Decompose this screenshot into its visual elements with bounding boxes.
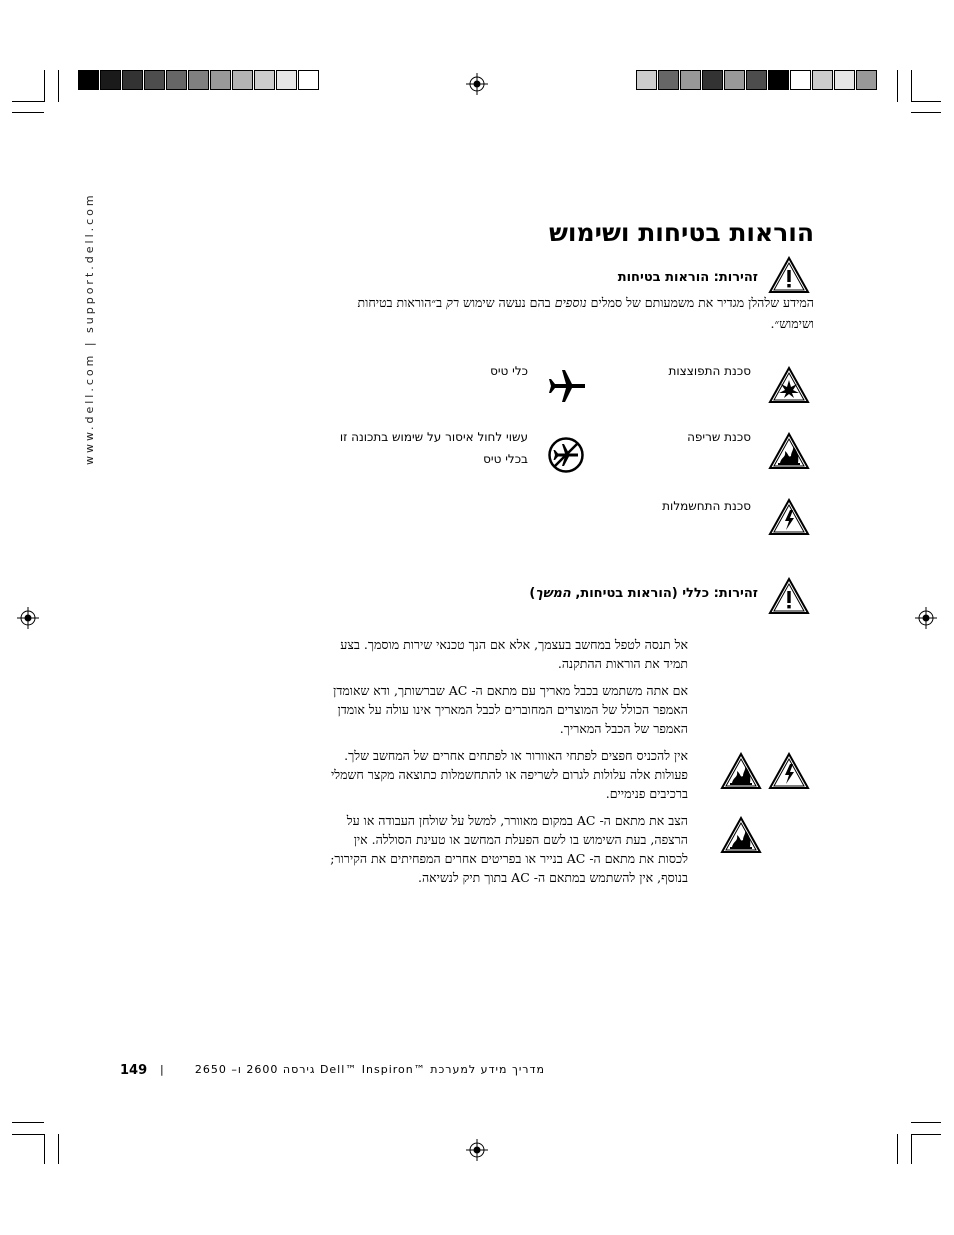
safety-paragraph: אין להכניס חפצים לפתחי האוורור או לפתחים אחרים של המחשב שלך. פעולות אלה עלולות לגרום לשריפה או להתחשמלות כתוצאה מקצר חשמלי ברכיבים פנימיים. (331, 748, 688, 801)
color-swatch (166, 70, 187, 90)
crop-mark (58, 1134, 59, 1164)
warning-body (324, 292, 814, 334)
footer-separator: | (160, 1063, 164, 1076)
warning-heading: זהירות: הוראות בטיחות (617, 270, 758, 285)
symbol-label: כלי טיס (490, 364, 528, 378)
body-emphasis: נוספים (554, 295, 587, 310)
crop-mark (897, 1134, 898, 1164)
color-swatch (746, 70, 767, 90)
side-website-text: www.dell.com | support.dell.com (83, 192, 96, 465)
crop-mark (911, 1122, 941, 1123)
crop-mark (911, 1134, 912, 1164)
crop-mark (911, 1134, 941, 1135)
color-swatch (702, 70, 723, 90)
caution-icon (768, 256, 810, 294)
page-number: 149 (120, 1063, 148, 1078)
crop-mark (911, 70, 912, 102)
color-swatch (254, 70, 275, 90)
safety-paragraph: הצב את מתאם ה- AC במקום מאוורר, למשל על שולחן העבודה או על הרצפה, בעת השימוש בו לשם הפעלת המחשב או טעינת הסוללה. אין לכסות את מתאם ה- AC בנייר או בפריטים אחרים המפחיתים את הקירור; בנוסף, אין להשתמש במתאם ה- AC בתוך תיק לנשיאה. (330, 813, 688, 885)
registration-mark-icon (915, 607, 937, 629)
crop-mark (44, 70, 45, 102)
footer-text: מדריך מידע למערכת ™Dell™ Inspiron גירסה 2600 ו– 2650 (194, 1063, 545, 1076)
color-swatch (100, 70, 121, 90)
explosion-hazard-icon (768, 366, 810, 404)
no-airplane-icon (547, 436, 585, 474)
color-swatch (232, 70, 253, 90)
crop-mark (12, 112, 44, 113)
body-text: המידע שלהלן מגדיר את משמעותם של סמלים (586, 295, 814, 310)
airplane-icon (549, 366, 585, 406)
registration-mark-icon (17, 607, 39, 629)
electric-shock-hazard-icon (768, 752, 810, 790)
safety-paragraph: אל תנסה לטפל במחשב בעצמך, אלא אם הנך טכנאי שירות מוסמך. בצע תמיד את הוראות ההתקנה. (340, 637, 688, 671)
fire-hazard-icon (720, 816, 762, 854)
page-title: הוראות בטיחות ושימוש (548, 218, 814, 247)
color-swatch (78, 70, 99, 90)
color-swatch (276, 70, 297, 90)
fire-hazard-icon (720, 752, 762, 790)
color-swatch (856, 70, 877, 90)
color-swatch (122, 70, 143, 90)
color-swatch (768, 70, 789, 90)
electric-shock-hazard-icon (768, 498, 810, 536)
heading-text: ) (529, 586, 536, 601)
body-text: בהם נעשה שימוש (459, 295, 555, 310)
color-swatch (812, 70, 833, 90)
crop-mark (44, 1134, 45, 1164)
color-swatch (298, 70, 319, 90)
color-swatch (210, 70, 231, 90)
safety-paragraph: אם אתה משתמש בכבל מאריך עם מתאם ה- AC שברשותך, ודא שאומדן האמפר הכולל של המוצרים המחוברים לכבל המאריך אינו עולה על אומדן האמפר של הכבל המאריך. (333, 683, 688, 736)
color-swatch (834, 70, 855, 90)
color-swatch (658, 70, 679, 90)
registration-mark-icon (466, 73, 488, 95)
crop-mark (897, 70, 898, 102)
symbol-label: סכנת שריפה (687, 430, 751, 444)
heading-emphasis: המשך (535, 586, 571, 601)
body-emphasis: רק (446, 295, 459, 310)
color-swatch (790, 70, 811, 90)
color-swatch (636, 70, 657, 90)
crop-mark (12, 1122, 44, 1123)
body-text: ב״הוראות בטיחות ושימוש״. (357, 295, 814, 331)
crop-mark (911, 101, 941, 102)
caution-icon (768, 577, 810, 615)
page-footer (120, 1063, 550, 1079)
symbol-label: עשוי לחול איסור על שימוש בתכונה זו בכלי טיס (339, 430, 528, 466)
crop-mark (911, 112, 941, 113)
fire-hazard-icon (768, 432, 810, 470)
crop-mark (58, 70, 59, 102)
symbol-label: סכנת התחשמלות (662, 499, 751, 513)
warning-heading (529, 586, 758, 601)
heading-text: זהירות: כללי (הוראות בטיחות, (570, 586, 758, 601)
crop-mark (12, 1134, 44, 1135)
crop-mark (12, 101, 44, 102)
color-swatch (724, 70, 745, 90)
registration-mark-icon (466, 1139, 488, 1161)
symbol-label: סכנת התפוצצות (668, 364, 751, 378)
color-swatch (144, 70, 165, 90)
color-swatch (188, 70, 209, 90)
color-swatch (680, 70, 701, 90)
